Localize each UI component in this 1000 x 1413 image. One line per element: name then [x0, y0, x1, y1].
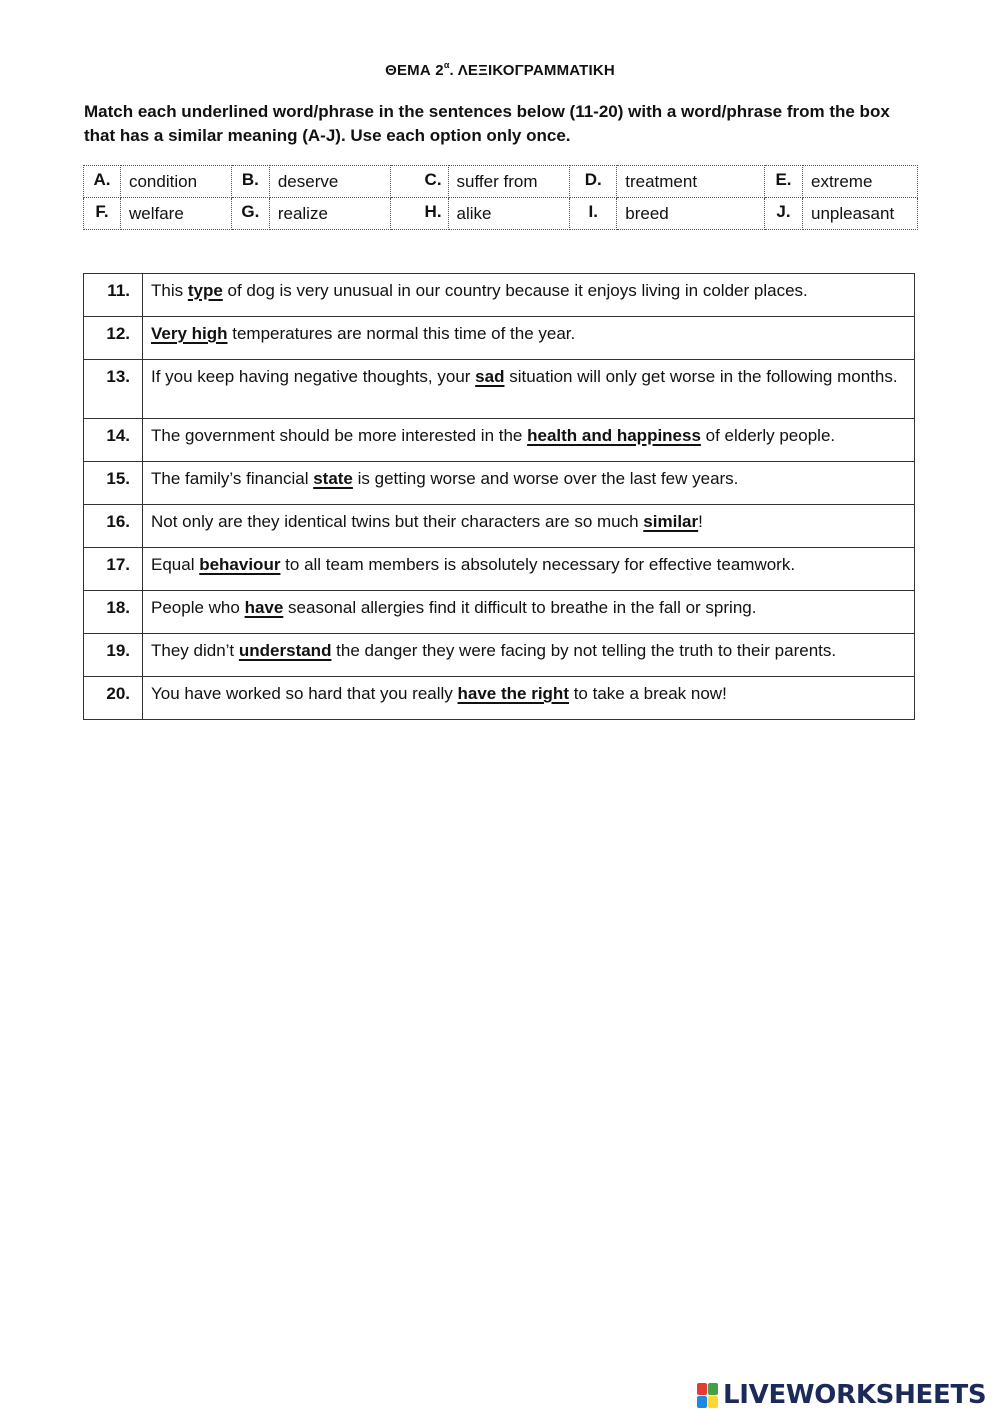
question-row	[84, 317, 915, 360]
question-number: 20.	[84, 677, 143, 720]
question-row	[84, 462, 915, 505]
question-number: 14.	[84, 419, 143, 462]
option-letter: E.	[765, 166, 803, 198]
question-text: Very high temperatures are normal this time of the year.	[143, 317, 915, 360]
option-letter: A.	[84, 166, 121, 198]
logo-text: LIVEWORKSHEETS	[723, 1380, 987, 1410]
question-text: People who have seasonal allergies find it difficult to breathe in the fall or spring.	[143, 591, 915, 634]
option-letter: J.	[765, 198, 803, 230]
options-row	[84, 166, 918, 198]
option-word: suffer from	[448, 166, 570, 198]
option-word: welfare	[120, 198, 231, 230]
worksheet-title: ΘΕΜΑ $2^\alpha$. ΛΕΞΙΚΟΓΡΑΜΜΑΤΙΚΗ	[385, 60, 615, 79]
question-text: The family’s financial state is getting worse and worse over the last few years.	[143, 462, 915, 505]
question-number: 11.	[84, 274, 143, 317]
logo-mark-icon	[697, 1383, 718, 1408]
question-row	[84, 548, 915, 591]
question-number: 17.	[84, 548, 143, 591]
liveworksheets-logo[interactable]	[697, 1377, 986, 1413]
options-row	[84, 198, 918, 230]
question-row	[84, 274, 915, 317]
question-number: 16.	[84, 505, 143, 548]
question-text: You have worked so hard that you really have the right to take a break now!	[143, 677, 915, 720]
question-text: Not only are they identical twins but their characters are so much similar!	[143, 505, 915, 548]
option-letter: D.	[570, 166, 617, 198]
underlined-word: behaviour	[199, 555, 281, 574]
instructions: Match each underlined word/phrase in the sentences below (11-20) with a word/phrase from the box that has a similar meaning (A-J). Use each option only once.	[84, 102, 890, 145]
option-letter: B.	[231, 166, 269, 198]
option-word: condition	[120, 166, 231, 198]
logo-square	[697, 1383, 707, 1395]
question-row	[84, 419, 915, 462]
question-number: 19.	[84, 634, 143, 677]
question-row	[84, 505, 915, 548]
options-box	[83, 165, 918, 230]
option-letter: F.	[84, 198, 121, 230]
question-row	[84, 677, 915, 720]
question-text: Equal behaviour to all team members is absolutely necessary for effective teamwork.	[143, 548, 915, 591]
logo-square	[708, 1383, 718, 1395]
underlined-word: health and happiness	[527, 426, 701, 445]
option-word: unpleasant	[802, 198, 917, 230]
question-text: This type of dog is very unusual in our country because it enjoys living in colder places.	[143, 274, 915, 317]
underlined-word: understand	[238, 641, 332, 660]
option-letter: C.	[390, 166, 448, 198]
question-number: 12.	[84, 317, 143, 360]
option-word: realize	[269, 198, 390, 230]
question-number: 15.	[84, 462, 143, 505]
option-letter: G.	[231, 198, 269, 230]
underlined-word: sad	[475, 367, 505, 386]
question-text: If you keep having negative thoughts, your sad situation will only get worse in the following months.	[143, 360, 915, 419]
option-word: extreme	[802, 166, 917, 198]
underlined-word: have the right	[457, 684, 569, 703]
option-word: deserve	[269, 166, 390, 198]
question-row	[84, 591, 915, 634]
option-word: alike	[448, 198, 570, 230]
underlined-word: similar	[643, 512, 699, 531]
option-word: breed	[617, 198, 765, 230]
underlined-word: Very high	[151, 324, 228, 343]
question-row	[84, 360, 915, 419]
underlined-word: have	[244, 598, 284, 617]
question-number: 13.	[84, 360, 143, 419]
questions-table	[83, 273, 915, 720]
option-letter: H.	[390, 198, 448, 230]
logo-square	[697, 1396, 707, 1408]
underlined-word: state	[313, 469, 353, 488]
question-row	[84, 634, 915, 677]
option-letter: I.	[570, 198, 617, 230]
question-text: The government should be more interested in the health and happiness of elderly people.	[143, 419, 915, 462]
logo-square	[708, 1396, 718, 1408]
option-word: treatment	[617, 166, 765, 198]
question-number: 18.	[84, 591, 143, 634]
question-text: They didn’t understand the danger they were facing by not telling the truth to their parents.	[143, 634, 915, 677]
underlined-word: type	[187, 281, 223, 300]
